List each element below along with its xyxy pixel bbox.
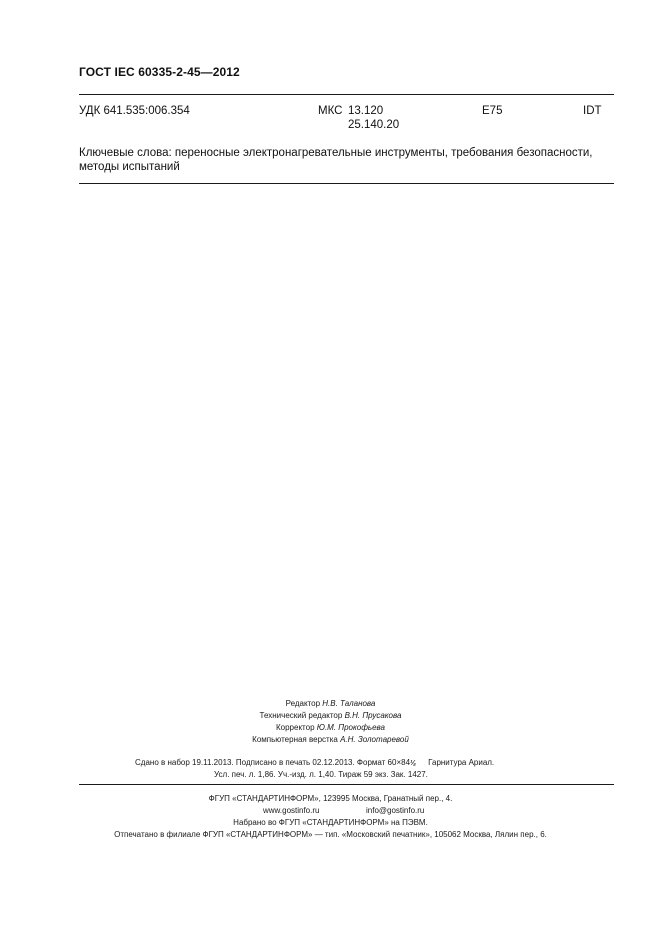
proofreader-credit [0, 723, 661, 732]
publisher-website[interactable]: www.gostinfo.ru [263, 806, 320, 815]
printed-at-info: Отпечатано в филиале ФГУП «СТАНДАРТИНФОРМ» — тип. «Московский печатник», 105062 Москва, Лялин пер., 6. [114, 830, 547, 839]
format-fraction: ⅛ [410, 760, 416, 767]
layout-credit [0, 735, 661, 744]
equivalence-code: IDT [583, 105, 602, 117]
typeset-info: Набрано во ФГУП «СТАНДАРТИНФОРМ» на ПЭВМ. [233, 818, 428, 827]
editor-name: Н.В. Таланова [322, 699, 376, 708]
print-dates-format: Сдано в набор 19.11.2013. Подписано в печать 02.12.2013. Формат 60×84 [135, 758, 411, 767]
proofreader-label: Корректор [276, 723, 315, 732]
keywords-divider [79, 183, 614, 184]
publisher-email[interactable]: info@gostinfo.ru [366, 806, 425, 815]
mks-code-2: 25.140.20 [348, 119, 400, 131]
print-info-line-1 [135, 758, 494, 767]
typeface-info: Гарнитура Ариал. [428, 758, 495, 767]
tech-editor-label: Технический редактор [259, 711, 343, 720]
editor-credit [0, 699, 661, 708]
print-info-line-2: Усл. печ. л. 1,86. Уч.-изд. л. 1,40. Тираж 59 экз. Зак. 1427. [214, 770, 428, 779]
layout-name: А.Н. Золотаревой [340, 735, 409, 744]
tech-editor-name: В.Н. Прусакова [344, 711, 402, 720]
keywords: Ключевые слова: переносные электронагревательные инструменты, требования безопасности, методы испытаний [79, 147, 593, 173]
layout-label: Компьютерная верстка [252, 735, 338, 744]
mks-code-1: 13.120 [348, 105, 384, 117]
tech-editor-credit [0, 711, 661, 720]
publisher-address: ФГУП «СТАНДАРТИНФОРМ», 123995 Москва, Гранатный пер., 4. [208, 794, 453, 803]
bottom-divider [79, 784, 614, 785]
top-divider [79, 94, 614, 95]
proofreader-name: Ю.М. Прокофьева [316, 723, 385, 732]
standard-designation: ГОСТ IEC 60335-2-45—2012 [79, 65, 240, 79]
udk-code: УДК 641.535:006.354 [79, 105, 190, 117]
okp-code: E75 [482, 105, 503, 117]
mks-label: МКС [318, 105, 343, 117]
editor-label: Редактор [285, 699, 321, 708]
